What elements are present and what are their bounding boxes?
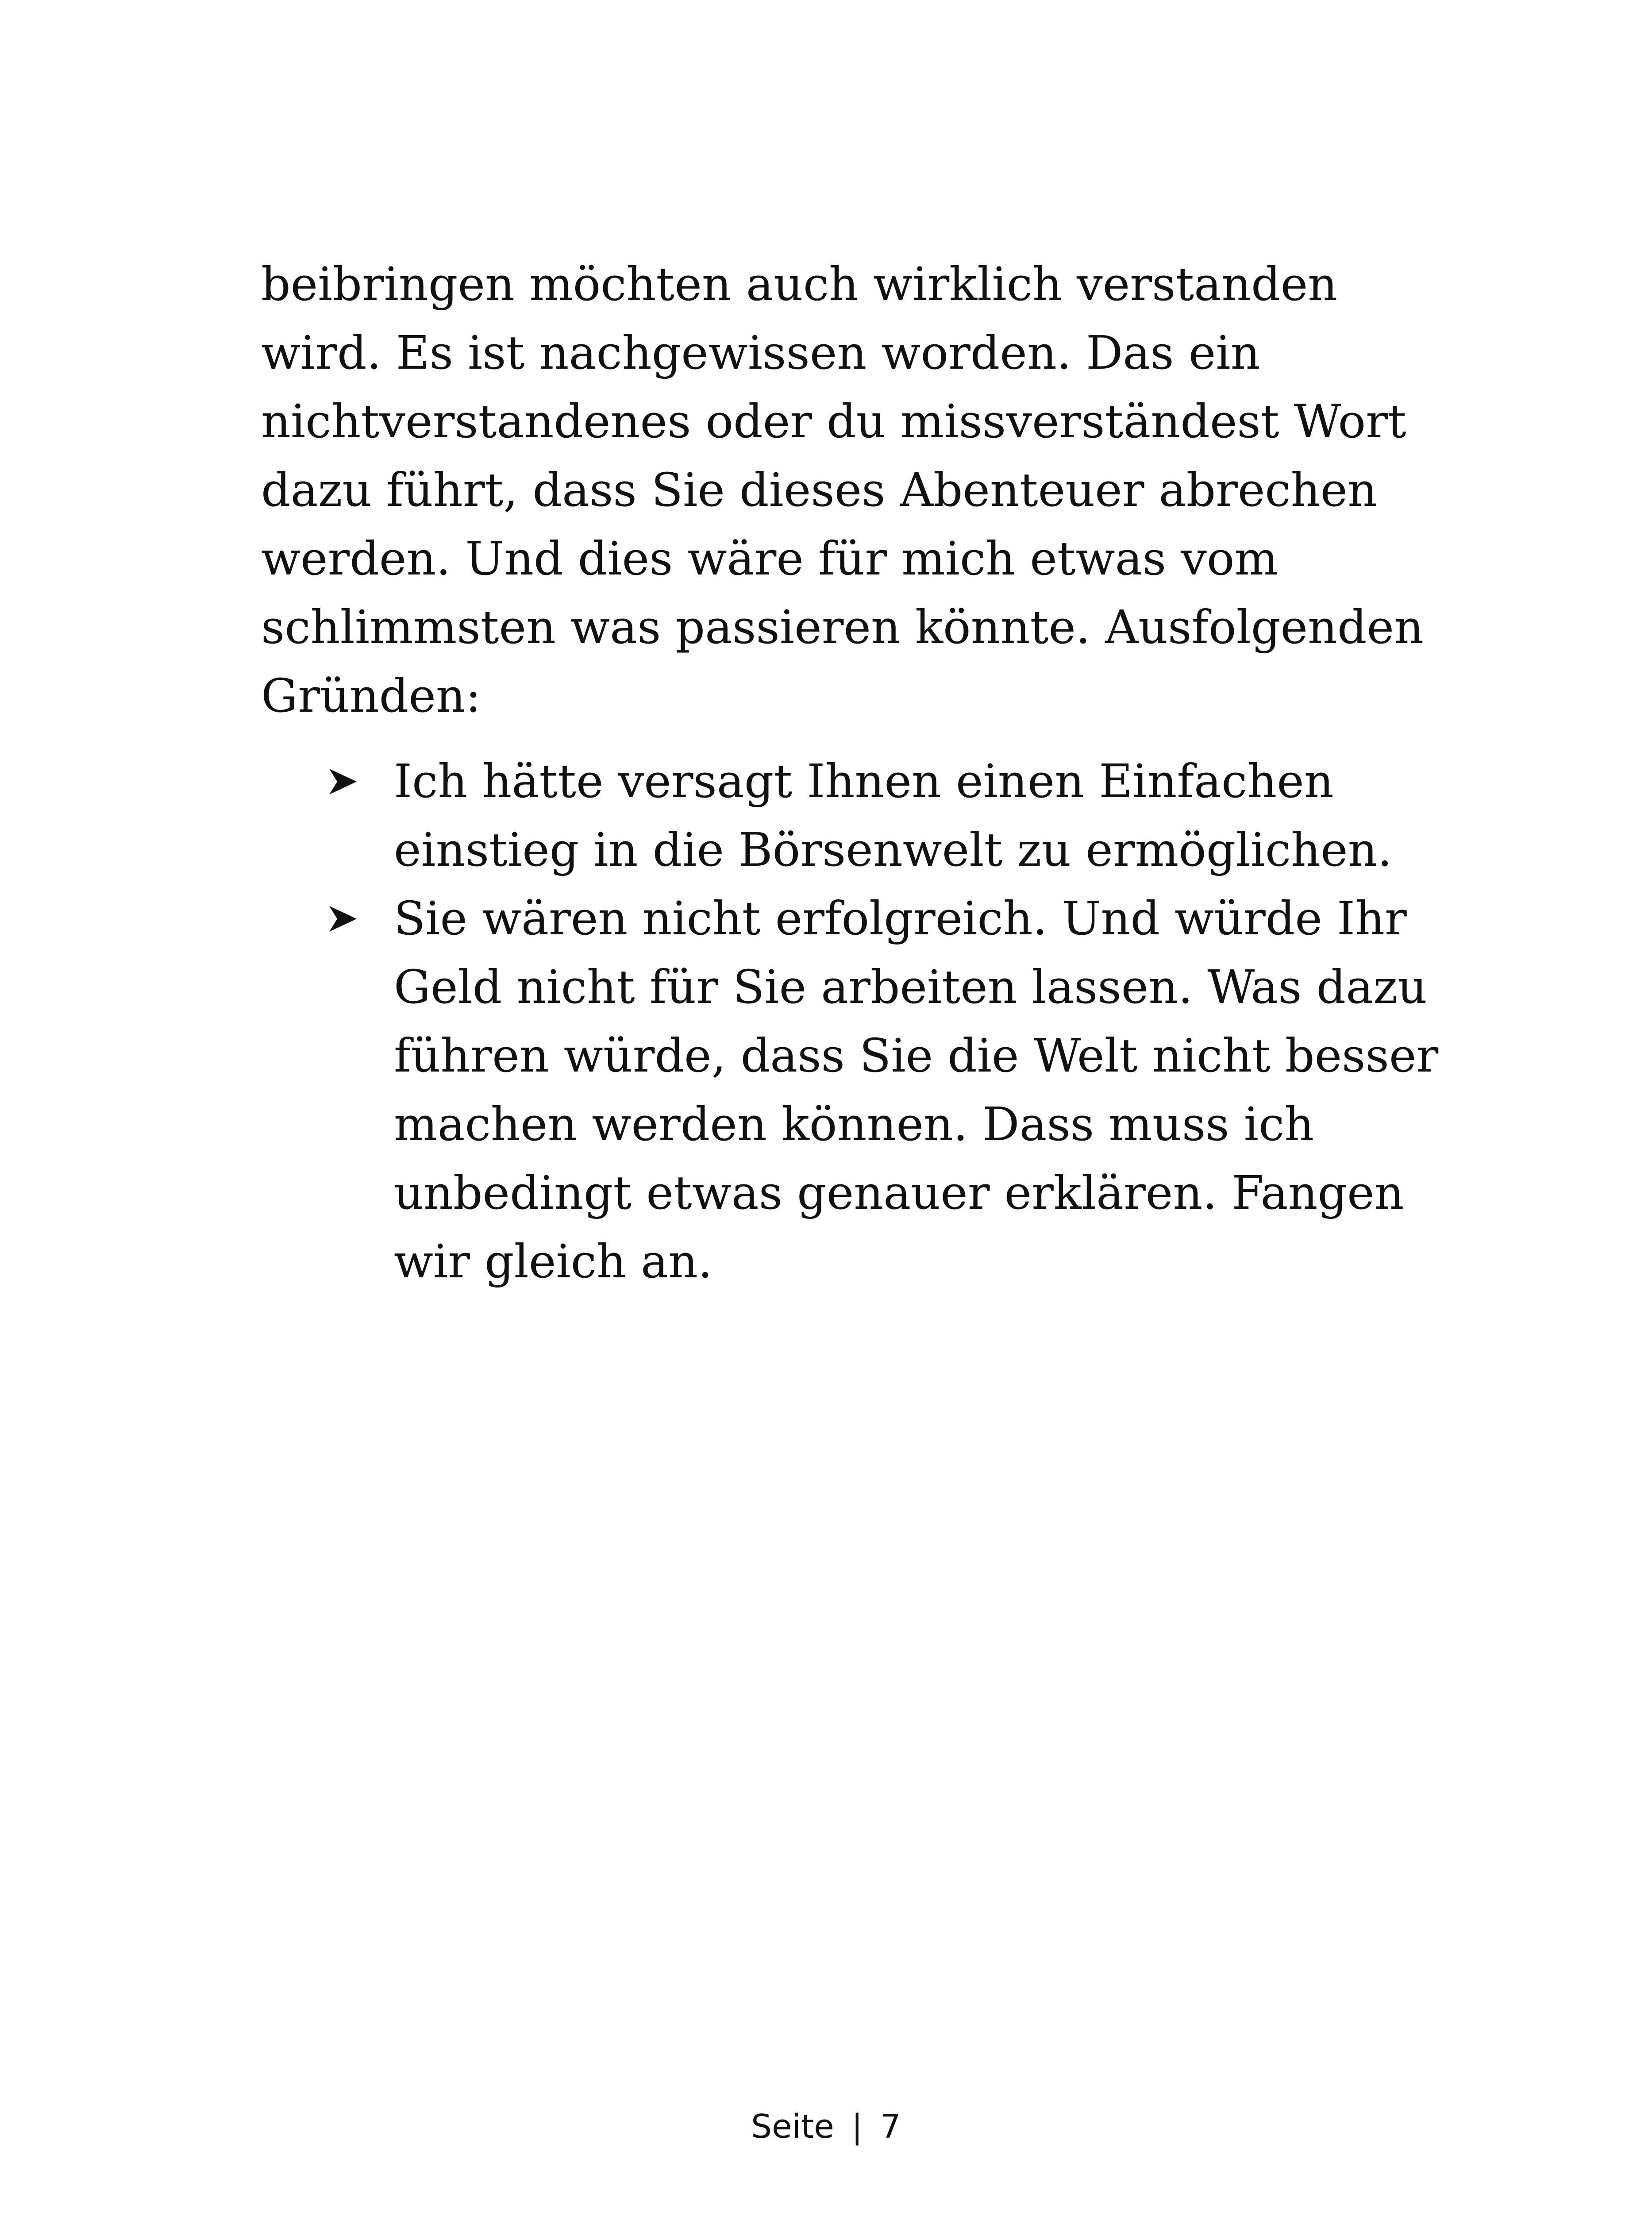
bullet-line: Geld nicht für Sie arbeiten lassen. Was dazu — [394, 960, 1427, 1014]
paragraph-line: dazu führt, dass Sie dieses Abenteuer abrechen — [261, 463, 1378, 517]
bullet-line: wir gleich an. — [394, 1234, 713, 1288]
bullet-line: einstieg in die Börsenwelt zu ermöglichen. — [394, 823, 1392, 877]
footer-separator: | — [851, 2108, 863, 2146]
paragraph-line: schlimmsten was passieren könnte. Ausfolgenden — [261, 600, 1424, 654]
bullet-line: Sie wären nicht erfolgreich. Und würde Ihr — [394, 891, 1407, 945]
paragraph-line: nichtverstandenes oder du missverständest Wort — [261, 394, 1406, 448]
bullet-line: Ich hätte versagt Ihnen einen Einfachen — [394, 754, 1334, 808]
body-text — [261, 250, 1465, 1296]
bullet-line: machen werden können. Dass muss ich — [394, 1097, 1314, 1151]
footer-label: Seite — [751, 2108, 834, 2146]
bullet-item — [261, 747, 1465, 884]
paragraph-line: beibringen möchten auch wirklich verstanden — [261, 257, 1338, 311]
bullet-item — [261, 884, 1465, 1296]
paragraph-line: wird. Es ist nachgewissen worden. Das ein — [261, 326, 1260, 380]
bullet-line: unbedingt etwas genauer erklären. Fangen — [394, 1166, 1404, 1220]
page-footer — [0, 2105, 1652, 2149]
paragraph-line: Gründen: — [261, 669, 481, 723]
arrowhead-bullet-icon — [327, 747, 363, 816]
paragraph-line: werden. Und dies wäre für mich etwas vom — [261, 532, 1278, 586]
bullet-line: führen würde, dass Sie die Welt nicht besser — [394, 1029, 1439, 1083]
bullet-list — [261, 747, 1465, 1296]
arrowhead-bullet-icon — [327, 884, 363, 953]
body-paragraph — [261, 250, 1465, 730]
page-number: 7 — [880, 2108, 901, 2146]
